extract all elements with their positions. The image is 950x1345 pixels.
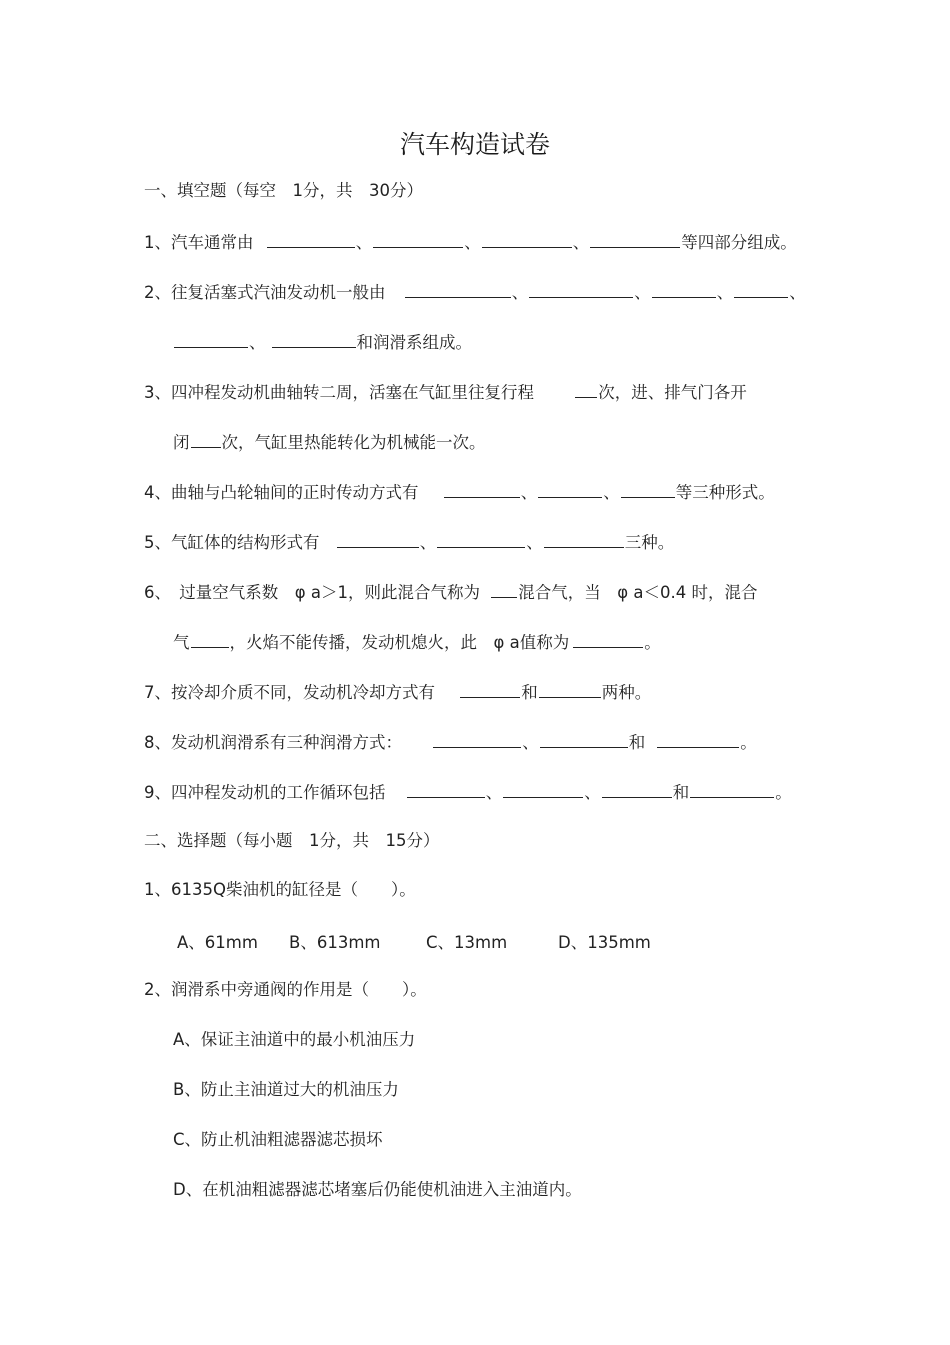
question-text: 两种。 (601, 683, 652, 702)
answer-blank[interactable] (460, 680, 520, 698)
separator: 、 (485, 783, 503, 802)
separator: 、 (716, 283, 734, 302)
answer-blank[interactable] (491, 580, 517, 598)
section-header-fill-in: 一、填空题（每空 1分，共 30分） (144, 181, 423, 200)
separator: 、 (634, 283, 651, 302)
choice-option-a[interactable]: A、保证主油道中的最小机油压力 (173, 1030, 416, 1049)
separator: 、 (355, 233, 373, 252)
answer-blank[interactable] (621, 480, 675, 498)
separator: 、 (522, 733, 539, 752)
answer-blank[interactable] (657, 730, 739, 748)
separator: 、 (603, 483, 620, 502)
question-text: 8、发动机润滑系有三种润滑方式： (144, 733, 402, 752)
answer-blank[interactable] (407, 780, 485, 798)
separator: 、 (584, 783, 601, 802)
choice-option-d[interactable]: D、135mm (558, 933, 651, 952)
answer-blank[interactable] (652, 280, 716, 298)
separator: 、 (520, 483, 538, 502)
question-text: 6、 过量空气系数 φ a＞1，则此混合气称为 (144, 583, 480, 602)
choice-question-2: 2、润滑系中旁通阀的作用是（ ）。 (144, 980, 427, 999)
separator: 、 (572, 233, 590, 252)
question-text: 7、按冷却介质不同，发动机冷却方式有 (144, 683, 435, 702)
question-text: 和 (628, 733, 646, 752)
answer-blank[interactable] (544, 530, 624, 548)
separator: 、 (464, 233, 481, 252)
answer-blank[interactable] (529, 280, 633, 298)
answer-blank[interactable] (444, 480, 520, 498)
question-text: 三种。 (624, 533, 675, 552)
question-text: 次，气缸里热能转化为机械能一次。 (221, 433, 486, 452)
answer-blank[interactable] (337, 530, 419, 548)
question-text: ，火焰不能传播，发动机熄火，此 φ a值称为 (229, 633, 570, 652)
choice-option-b[interactable]: B、613mm (289, 933, 381, 952)
choice-option-c[interactable]: C、防止机油粗滤器滤芯损坏 (173, 1130, 383, 1149)
choice-option-c[interactable]: C、13mm (426, 933, 508, 952)
answer-blank[interactable] (373, 230, 463, 248)
question-text: 闭 (173, 433, 190, 452)
question-7 (144, 680, 651, 704)
answer-blank[interactable] (575, 380, 597, 398)
question-text: 等四部分组成。 (681, 233, 797, 252)
choice-option-a[interactable]: A、61mm (177, 933, 258, 952)
answer-blank[interactable] (437, 530, 525, 548)
question-text: 和润滑系组成。 (356, 333, 472, 352)
separator: 、 (526, 533, 543, 552)
separator: 、 (249, 333, 266, 352)
answer-blank[interactable] (267, 230, 355, 248)
answer-blank[interactable] (174, 330, 248, 348)
answer-blank[interactable] (191, 430, 221, 448)
question-text: 。 (775, 783, 792, 802)
answer-blank[interactable] (191, 630, 229, 648)
question-text: 1、汽车通常由 (144, 233, 254, 252)
answer-blank[interactable] (433, 730, 521, 748)
separator: 、 (789, 283, 806, 302)
question-2 (144, 280, 806, 304)
question-6-cont (173, 630, 661, 654)
separator: 、 (511, 283, 529, 302)
answer-blank[interactable] (602, 780, 672, 798)
question-text: 5、气缸体的结构形式有 (144, 533, 320, 552)
answer-blank[interactable] (590, 230, 680, 248)
question-text: 等三种形式。 (675, 483, 775, 502)
question-text: 。 (644, 633, 661, 652)
question-text: 气 (173, 633, 190, 652)
question-text: 混合气，当 φ a＜0.4 时，混合 (518, 583, 758, 602)
question-text: 3、四冲程发动机曲轴转二周，活塞在气缸里往复行程 (144, 383, 534, 402)
question-text: 次，进、排气门各开 (598, 383, 747, 402)
answer-blank[interactable] (734, 280, 788, 298)
question-text: 。 (740, 733, 757, 752)
question-text: 2、往复活塞式汽油发动机一般由 (144, 283, 386, 302)
question-9 (144, 780, 792, 804)
answer-blank[interactable] (573, 630, 643, 648)
question-5 (144, 530, 674, 554)
answer-blank[interactable] (272, 330, 356, 348)
question-text: 4、曲轴与凸轮轴间的正时传动方式有 (144, 483, 419, 502)
page-title: 汽车构造试卷 (399, 130, 550, 159)
section-header-multiple-choice: 二、选择题（每小题 1分，共 15分） (144, 831, 440, 850)
question-6 (144, 580, 757, 604)
choice-question-1: 1、6135Q柴油机的缸径是（ ）。 (144, 880, 416, 899)
question-1 (144, 230, 797, 254)
question-2-cont (173, 330, 472, 354)
answer-blank[interactable] (540, 730, 628, 748)
answer-blank[interactable] (482, 230, 572, 248)
question-text: 9、四冲程发动机的工作循环包括 (144, 783, 386, 802)
answer-blank[interactable] (503, 780, 583, 798)
choice-option-d[interactable]: D、在机油粗滤器滤芯堵塞后仍能使机油进入主油道内。 (173, 1180, 582, 1199)
answer-blank[interactable] (539, 680, 601, 698)
choice-option-b[interactable]: B、防止主油道过大的机油压力 (173, 1080, 399, 1099)
answer-blank[interactable] (405, 280, 511, 298)
question-text: 和 (521, 683, 538, 702)
question-3-cont (173, 430, 486, 454)
answer-blank[interactable] (690, 780, 774, 798)
question-8 (144, 730, 757, 754)
separator: 、 (419, 533, 437, 552)
answer-blank[interactable] (538, 480, 602, 498)
question-3 (144, 380, 747, 404)
question-4 (144, 480, 775, 504)
question-text: 和 (672, 783, 690, 802)
